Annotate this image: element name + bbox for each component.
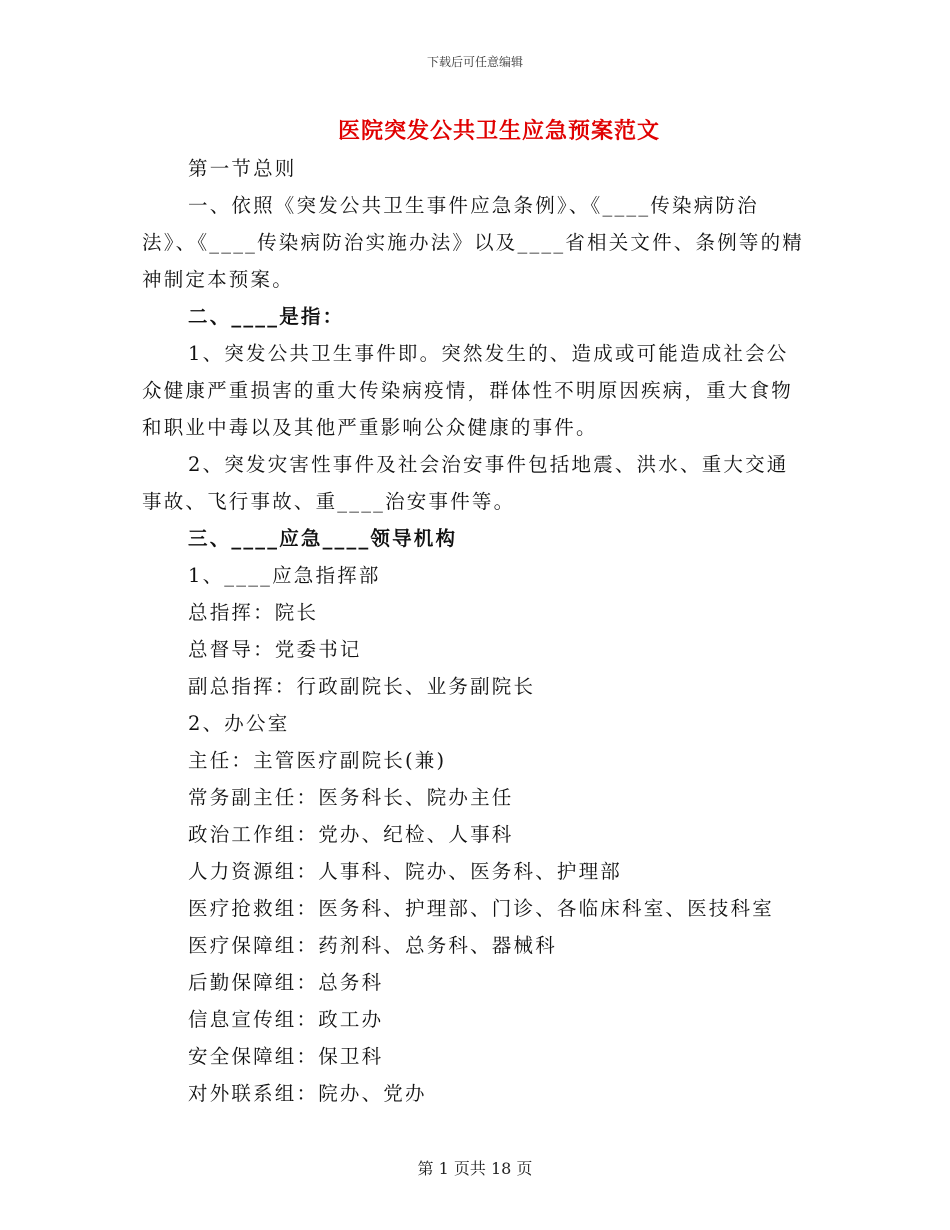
list-item: 副总指挥：行政副院长、业务副院长	[188, 675, 536, 698]
list-item: 人力资源组：人事科、院办、医务科、护理部	[188, 860, 623, 883]
paragraph: 1、突发公共卫生事件即。突然发生的、造成或可能造成社会公众健康严重损害的重大传染病疫情，群体性不明原因疾病，重大食物和职业中毒以及其他严重影响公众健康的事件。	[142, 342, 794, 439]
list-item: 信息宣传组：政工办	[188, 1008, 384, 1031]
document-body	[142, 150, 810, 1112]
list-item: 对外联系组：院办、党办	[188, 1082, 427, 1105]
document-title: 医院突发公共卫生应急预案范文	[337, 118, 660, 144]
list-item: 常务副主任：医务科长、院办主任	[188, 786, 514, 809]
list-item: 医疗抢救组：医务科、护理部、门诊、各临床科室、医技科室	[188, 897, 774, 920]
list-item: 安全保障组：保卫科	[188, 1045, 384, 1068]
header-note: 下载后可任意编辑	[426, 55, 523, 69]
section-heading: 第一节总则	[188, 157, 297, 180]
list-item: 后勤保障组：总务科	[188, 971, 384, 994]
section-heading: 三、____应急____领导机构	[188, 527, 458, 550]
list-item: 医疗保障组：药剂科、总务科、器械科	[188, 934, 557, 957]
list-item: 2、办公室	[188, 712, 290, 735]
paragraph: 一、依照《突发公共卫生事件应急条例》、《____传染病防治法》、《____传染病防治实施办法》以及____省相关文件、条例等的精神制定本预案。	[142, 194, 805, 291]
page-indicator: 第 1 页共 18 页	[417, 1159, 533, 1178]
list-item: 主任：主管医疗副院长(兼)	[188, 749, 447, 772]
list-item: 总督导：党委书记	[188, 638, 362, 661]
list-item: 总指挥：院长	[188, 601, 319, 624]
list-item: 1、____应急指挥部	[188, 564, 381, 587]
list-item: 政治工作组：党办、纪检、人事科	[188, 823, 514, 846]
section-heading: 二、____是指：	[188, 305, 345, 328]
paragraph: 2、突发灾害性事件及社会治安事件包括地震、洪水、重大交通事故、飞行事故、重____治安事件等。	[142, 453, 789, 513]
